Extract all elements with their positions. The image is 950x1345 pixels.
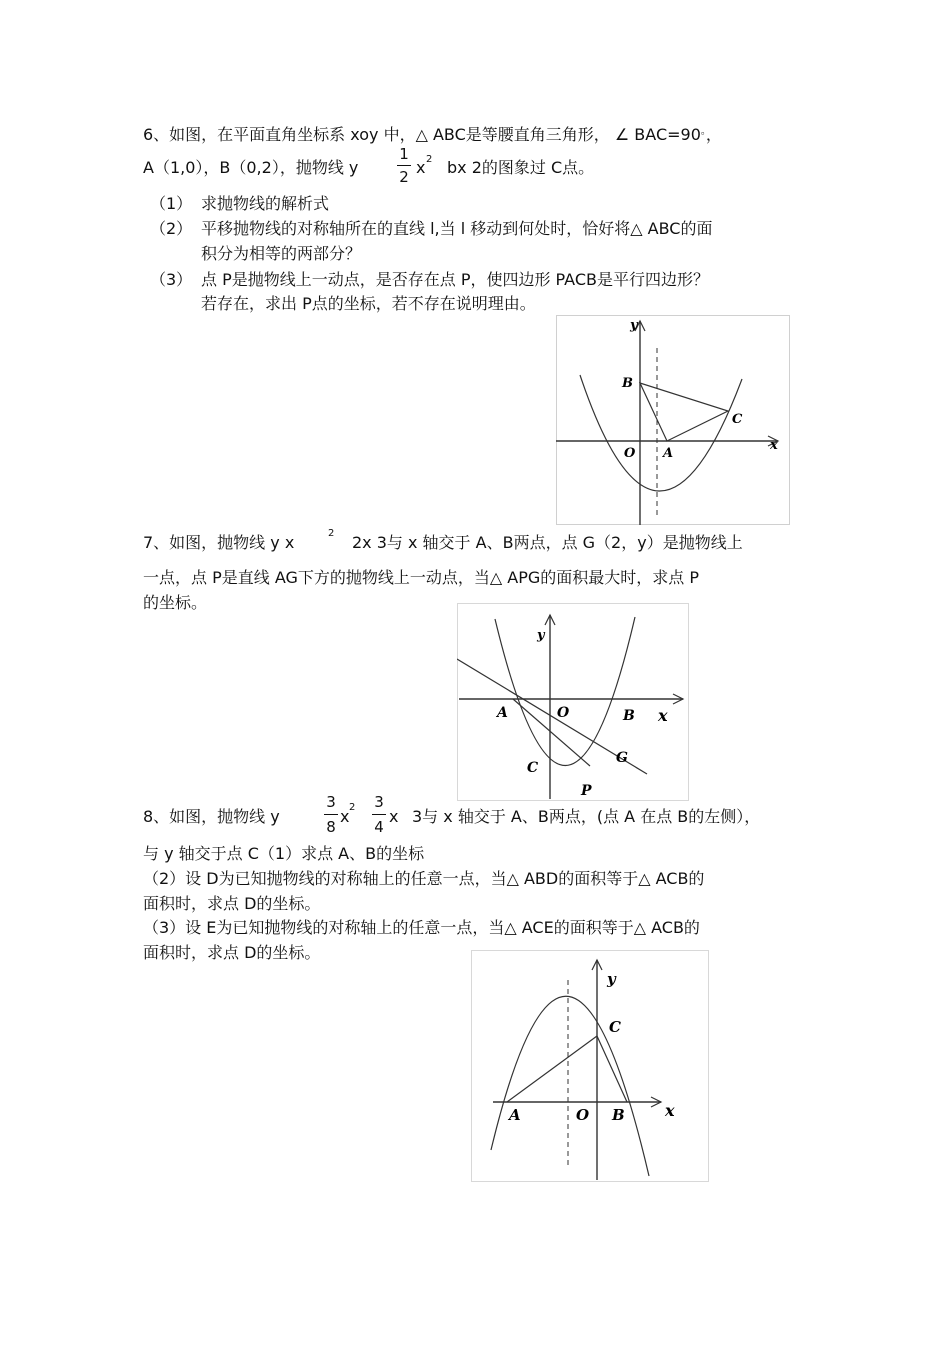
q6-line2a: A（1,0），B（0,2），抛物线 y <box>143 158 359 177</box>
q8-line5: （3）设 E为已知抛物线的对称轴上的任意一点，当△ ACE的面积等于△ ACB的 <box>143 918 700 937</box>
q6-frac-num: 1 <box>399 145 409 163</box>
q6-label-x: x <box>770 438 778 453</box>
q8-label-y: y <box>607 970 616 988</box>
q7-line1a: 7、如图，抛物线 y x <box>143 533 295 552</box>
q8-f2-bar <box>372 814 386 815</box>
q6-label-y: y <box>630 318 638 333</box>
q7-label-p: P <box>581 783 592 799</box>
q6-frac-den: 2 <box>399 168 409 186</box>
q8-label-c: C <box>609 1018 621 1036</box>
q8-x: x <box>340 807 350 826</box>
q7-label-a: A <box>497 705 508 721</box>
q8-x2: x <box>389 807 399 826</box>
q6-label-b: B <box>622 376 633 391</box>
q6-line1: 6、如图，在平面直角坐标系 xoy 中，△ ABC是等腰直角三角形， ∠ BAC=90。， <box>143 125 722 144</box>
q6-label-a: A <box>663 446 674 461</box>
q7-label-b: B <box>623 708 635 724</box>
q7-label-y: y <box>537 628 545 643</box>
q6-frac-bar <box>397 165 411 166</box>
q8-line3: （2）设 D为已知抛物线的对称轴上的任意一点，当△ ABD的面积等于△ ACB的 <box>143 869 705 888</box>
q6-sub3b: 若存在，求出 P点的坐标，若不存在说明理由。 <box>201 294 536 313</box>
q8-label-o: O <box>576 1106 590 1124</box>
q6-sub1: 求抛物线的解析式 <box>201 194 330 213</box>
q8-figure <box>471 950 709 1182</box>
q6-sub3a: 点 P是抛物线上一动点，是否存在点 P，使四边形 PACB是平行四边形？ <box>201 270 709 289</box>
q7-figure <box>457 603 689 801</box>
q7-label-c: C <box>527 760 539 776</box>
q7-line1b: 2x 3与 x 轴交于 A、B两点，点 G（2，y）是抛物线上 <box>352 533 743 552</box>
q7-line3: 的坐标。 <box>143 593 208 612</box>
q7-parabola <box>495 617 635 766</box>
q8-f1-num: 3 <box>326 793 336 811</box>
q6-sub2-no: （2） <box>150 219 193 238</box>
q6-label-c: C <box>732 412 743 427</box>
q6-label-o: O <box>624 446 636 461</box>
q8-parabola <box>491 996 649 1176</box>
q8-f1-den: 8 <box>326 818 336 836</box>
q8-fig-border <box>472 951 709 1182</box>
q6-sub3-no: （3） <box>150 270 193 289</box>
q6-triangle-abc <box>640 383 728 441</box>
q7-line2: 一点，点 P是直线 AG下方的抛物线上一动点，当△ APG的面积最大时，求点 P <box>143 568 700 587</box>
q6-sub2b: 积分为相等的两部分？ <box>201 244 362 263</box>
q6-sub1-no: （1） <box>150 194 193 213</box>
q8-label-a: A <box>509 1106 521 1124</box>
q8-line1a: 8、如图，抛物线 y <box>143 807 280 826</box>
q6-sub2a: 平移抛物线的对称轴所在的直线 l,当 l 移动到何处时，恰好将△ ABC的面 <box>201 219 713 238</box>
q8-line-cb <box>597 1036 627 1102</box>
q8-label-b: B <box>612 1106 625 1124</box>
q8-line6: 面积时，求点 D的坐标。 <box>143 943 321 962</box>
q6-sup2: 2 <box>426 154 433 165</box>
q8-line2: 与 y 轴交于点 C（1）求点 A、B的坐标 <box>143 844 425 863</box>
q6-x: x <box>416 158 426 177</box>
q6-parabola <box>580 375 742 491</box>
q7-label-o: O <box>557 705 570 721</box>
q6-line2b: bx 2的图象过 C点。 <box>447 158 595 177</box>
q8-f2-num: 3 <box>374 793 384 811</box>
q8-f2-den: 4 <box>374 818 384 836</box>
q8-label-x: x <box>665 1101 675 1120</box>
q6-figure <box>556 315 790 525</box>
q8-sup2: 2 <box>349 802 356 813</box>
q7-label-g: G <box>616 750 628 766</box>
q8-f1-bar <box>324 814 338 815</box>
q8-line1b: 3与 x 轴交于 A、B两点，(点 A 在点 B的左侧）， <box>412 807 761 826</box>
q7-label-x: x <box>658 706 668 725</box>
q8-line4: 面积时，求点 D的坐标。 <box>143 894 321 913</box>
q7-sup2: 2 <box>328 528 335 539</box>
q7-fig-border <box>458 604 689 801</box>
q8-line-ac <box>507 1036 597 1102</box>
q6-fig-border <box>557 316 790 525</box>
